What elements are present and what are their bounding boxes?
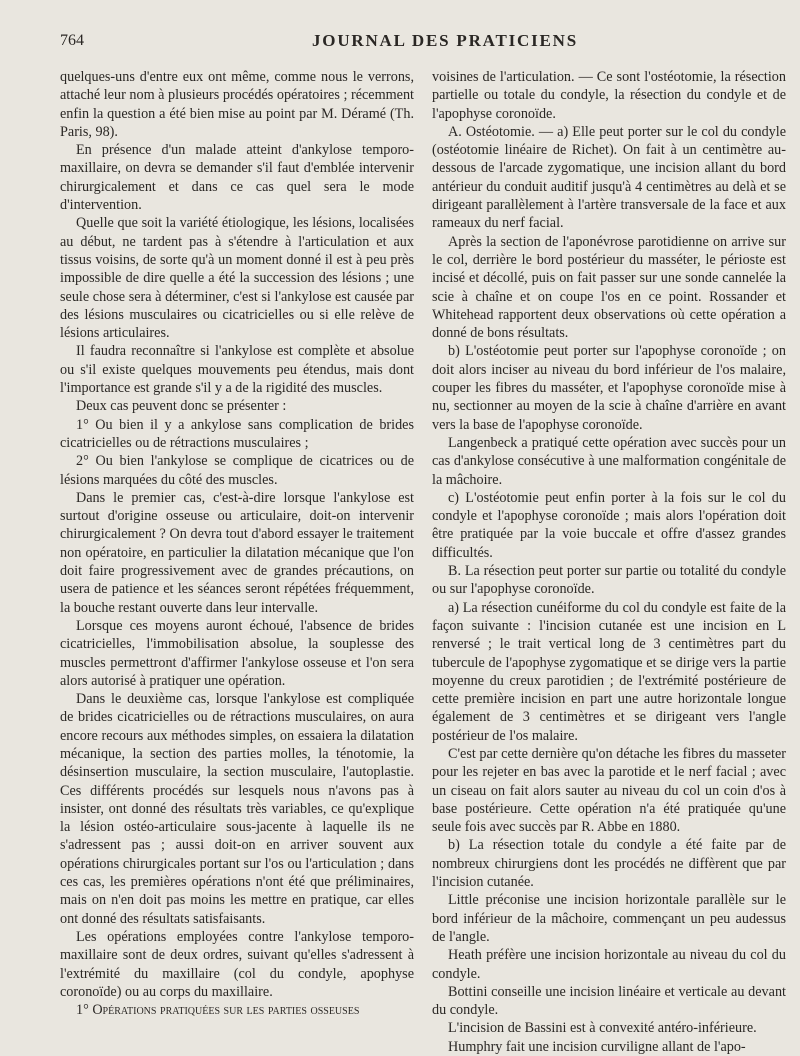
paragraph: Bottini conseille une incision linéaire et verticale au devant du condyle. <box>432 983 786 1019</box>
paragraph: Quelle que soit la variété étiologique, les lésions, localisées au début, ne tardent pas à s'étendre à l'articulation et aux tissus voisins, de sorte qu'à un moment donné il est à peu près impossible de dire quelle a été la succession des lésions ; une seule chose sera à déterminer, c'est si l'ankylose est causée par des lésions musculaires ou cicatricielles ou si elle relève de lésions articulaires. <box>60 215 414 342</box>
paragraph: 2° Ou bien l'ankylose se complique de cicatrices ou de lésions marquées du côté des muscles. <box>60 453 414 488</box>
page-number: 764 <box>60 32 84 49</box>
paragraph: Little préconise une incision horizontale parallèle sur le bord inférieur de la mâchoire, commençant un peu audessus de l'angle. <box>432 892 786 945</box>
paragraph: Dans le premier cas, c'est-à-dire lorsque l'ankylose est surtout d'origine osseuse ou articulaire, doit-on intervenir chirurgicalement ? On devra tout d'abord essayer le traitement non opératoire, en particulier la dilatation mécanique que l'on doit faire progressivement avec de grandes précautions, on usera de patience et les séances seront répétées fréquemment, la bouche restant ouverte dans leur intervalle. <box>60 489 414 616</box>
paragraph: Heath préfère une incision horizontale au niveau du col du condyle. <box>432 947 786 982</box>
paragraph: Dans le deuxième cas, lorsque l'ankylose est compliquée de brides cicatricielles ou de rétractions musculaires, on aura encore recours aux méthodes simples, on essaiera la dilatation mécanique, la section des parties molles, la ténotomie, la désinsertion musculaire, la section musculaire, l'autoplastie. Ces différents procédés sur lesquels nous n'avons pas à insister, ont donné des résultats très variables, ce qu'explique la lésion ostéo-articulaire sous-jacente à laquelle ils ne s'adressent pas ; aussi doit-on en arriver souvent aux opérations chirurgicales portant sur l'os ou l'articulation ; dans ces cas, les premières opérations n'ont été que préliminaires, mais on n'en doit pas moins les mettre en pratique, car elles ont donné des résultats satisfaisants. <box>60 691 414 927</box>
paragraph: c) L'ostéotomie peut enfin porter à la fois sur le col du condyle et l'apophyse coronoïde ; mais alors l'opération doit être pratiquée par la voie buccale et offre d'assez grandes difficultés. <box>432 489 786 561</box>
paragraph: A. Ostéotomie. — a) Elle peut porter sur le col du condyle (ostéotomie linéaire de Richet). On fait à un centimètre au-dessous de l'arcade zygomatique, une incision allant du bord antérieur du conduit auditif jusqu'à 4 centimètres au delà et se dirigeant parallèlement à l'artère transversale de la face et aux rameaux du nerf facial. <box>432 123 786 232</box>
left-column <box>60 68 414 1056</box>
paragraph: Après la section de l'aponévrose parotidienne on arrive sur le col, derrière le bord postérieur du masséter, le périoste est incisé et décollé, puis on fait passer sur une sonde cannelée la scie à chaîne et on coupe l'os en ce point. Rossander et Whitehead rapportent deux observations où cette opération a donné de bons résultats. <box>432 233 786 342</box>
section-heading: 1° Opérations pratiquées sur les parties osseuses <box>76 1002 360 1019</box>
paragraph: Humphry fait une incision curviligne allant de l'apo- <box>448 1038 746 1055</box>
right-column <box>432 68 786 1056</box>
paragraph: quelques-uns d'entre eux ont même, comme nous le verrons, attaché leur nom à plusieurs procédés opératoires ; récemment enfin la question a été bien mise au point par M. Déramé (Th. Paris, 98). <box>60 69 414 140</box>
paragraph: a) La résection cunéiforme du col du condyle est faite de la façon suivante : l'incision cutanée est une incision en L renversé ; le trait vertical long de 3 centimètres part du tubercule de l'apophyse zygomatique et se dirige vers la partie moyenne du creux parotidien ; de l'extrémité postérieure de cette première incision en part une autre horizontale longue également de 3 centimètres et se dirigeant vers l'angle postérieur de l'os malaire. <box>432 599 786 744</box>
paragraph: C'est par cette dernière qu'on détache les fibres du masseter pour les rejeter en bas avec la parotide et le nerf facial ; avec un ciseau on fait alors sauter au niveau du col un coin d'os à base postérieure. Cette opération n'a été pratiquée qu'une seule fois avec succès par R. Abbe en 1880. <box>432 745 786 836</box>
paragraph: B. La résection peut porter sur partie ou totalité du condyle ou sur l'apophyse coronoïde. <box>432 563 786 598</box>
paragraph: 1° Ou bien il y a ankylose sans complication de brides cicatricielles ou de rétractions musculaires ; <box>60 416 414 451</box>
journal-title: JOURNAL DES PRATICIENS <box>312 31 578 50</box>
paragraph: voisines de l'articulation. — Ce sont l'ostéotomie, la résection partielle ou totale du condyle, la résection du condyle et de l'apophyse coronoïde. <box>432 69 786 122</box>
paragraph: Lorsque ces moyens auront échoué, l'absence de brides cicatricielles, l'immobilisation absolue, la souplesse des muscles permettront d'affirmer l'ankylose osseuse et l'on sera alors autorisé à pratiquer une opération. <box>60 617 414 689</box>
paragraph: Langenbeck a pratiqué cette opération avec succès pour un cas d'ankylose consécutive à une malformation congénitale de la mâchoire. <box>432 434 786 488</box>
paragraph: En présence d'un malade atteint d'ankylose temporo-maxillaire, on devra se demander s'il faut d'emblée intervenir chirurgicalement et dans ce cas quel sera le mode d'intervention. <box>60 142 414 214</box>
paragraph: Les opérations employées contre l'ankylose temporo-maxillaire sont de deux ordres, suivant qu'elles s'adressent à l'extrémité du maxillaire (col du condyle, apophyse coronoïde) ou au corps du maxillaire. <box>60 928 414 1000</box>
paragraph: Il faudra reconnaître si l'ankylose est complète et absolue ou s'il existe quelques mouvements peu étendus, mais dont l'importance est grande s'il y a de la rigidité des muscles. <box>60 343 414 397</box>
paragraph: b) La résection totale du condyle a été faite par de nombreux chirurgiens dont les procédés ne diffèrent que par l'incision cutanée. <box>432 837 786 891</box>
paragraph: b) L'ostéotomie peut porter sur l'apophyse coronoïde ; on doit alors inciser au niveau du bord inférieur de l'os malaire, couper les fibres du masséter, et l'apophyse coronoïde mise à nu, sectionner au moyen de la scie à chaîne d'arrière en avant vers la base de l'apophyse coronoïde. <box>432 343 786 433</box>
paragraph: L'incision de Bassini est à convexité antéro-inférieure. <box>448 1020 757 1037</box>
text-columns <box>60 68 786 1056</box>
page-header <box>60 30 786 60</box>
paragraph: Deux cas peuvent donc se présenter : <box>76 398 287 415</box>
